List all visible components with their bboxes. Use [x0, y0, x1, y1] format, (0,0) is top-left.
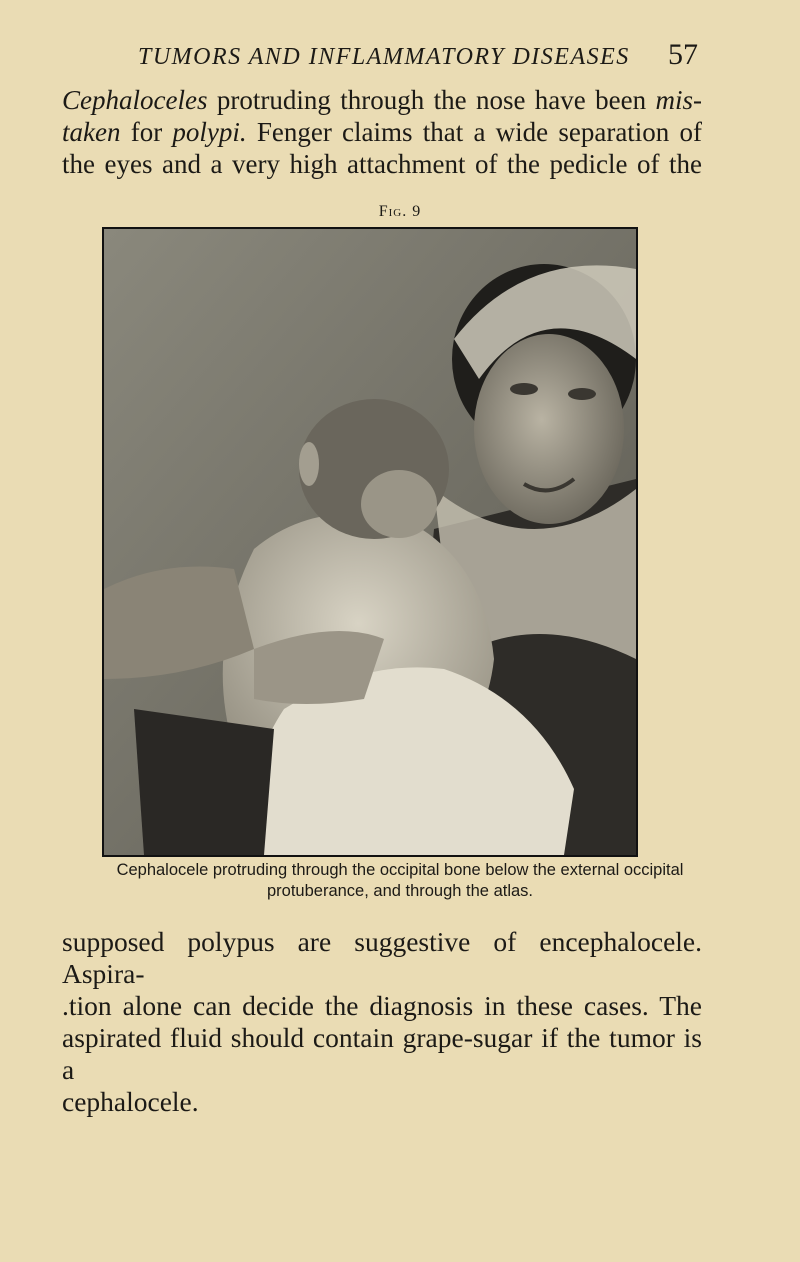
infant-ear [299, 442, 319, 486]
caption-line-2: protuberance, and through the atlas. [266, 882, 534, 900]
term-taken: taken [62, 117, 121, 147]
line-2-mid: for [120, 117, 173, 147]
mother-eye-right [568, 388, 596, 400]
top-paragraph-line-1 [62, 84, 702, 116]
mother-eye-left [510, 383, 538, 395]
cephalocele-mass [361, 470, 437, 538]
bottom-paragraph-line-2: .tion alone can decide the diagnosis in these cases. The [62, 990, 702, 1021]
term-polypi: polypi. [172, 117, 247, 147]
top-paragraph-line-3: the eyes and a very high attachment of the pedicle of the [62, 149, 702, 179]
figure-photograph [102, 227, 638, 857]
line-1-text: protruding through the nose have been [207, 85, 656, 115]
bottom-paragraph-line-4: cephalocele. [62, 1086, 199, 1117]
bottom-paragraph-line-1: supposed polypus are suggestive of encephalocele. Aspira- [62, 926, 702, 989]
figure-label: Fig. 9 [378, 203, 422, 220]
photo-illustration [104, 229, 636, 855]
bottom-paragraph [62, 926, 702, 1118]
top-paragraph-line-2 [62, 116, 702, 148]
dark-sleeve [134, 709, 274, 855]
top-paragraph [62, 84, 702, 180]
running-head [138, 38, 698, 72]
term-cephaloceles: Cephaloceles [62, 85, 208, 115]
running-title: TUMORS AND INFLAMMATORY DISEASES [138, 44, 630, 70]
page-number: 57 [668, 38, 698, 71]
figure-caption [60, 860, 740, 902]
bottom-paragraph-line-3: aspirated fluid should contain grape-sugar if the tumor is a [62, 1022, 702, 1085]
mother-face [474, 334, 624, 524]
line-2-text: Fenger claims that a wide separation of [246, 117, 703, 147]
caption-line-1: Cephalocele protruding through the occipital bone below the external occipital [116, 861, 684, 879]
term-mis: mis- [655, 85, 702, 115]
